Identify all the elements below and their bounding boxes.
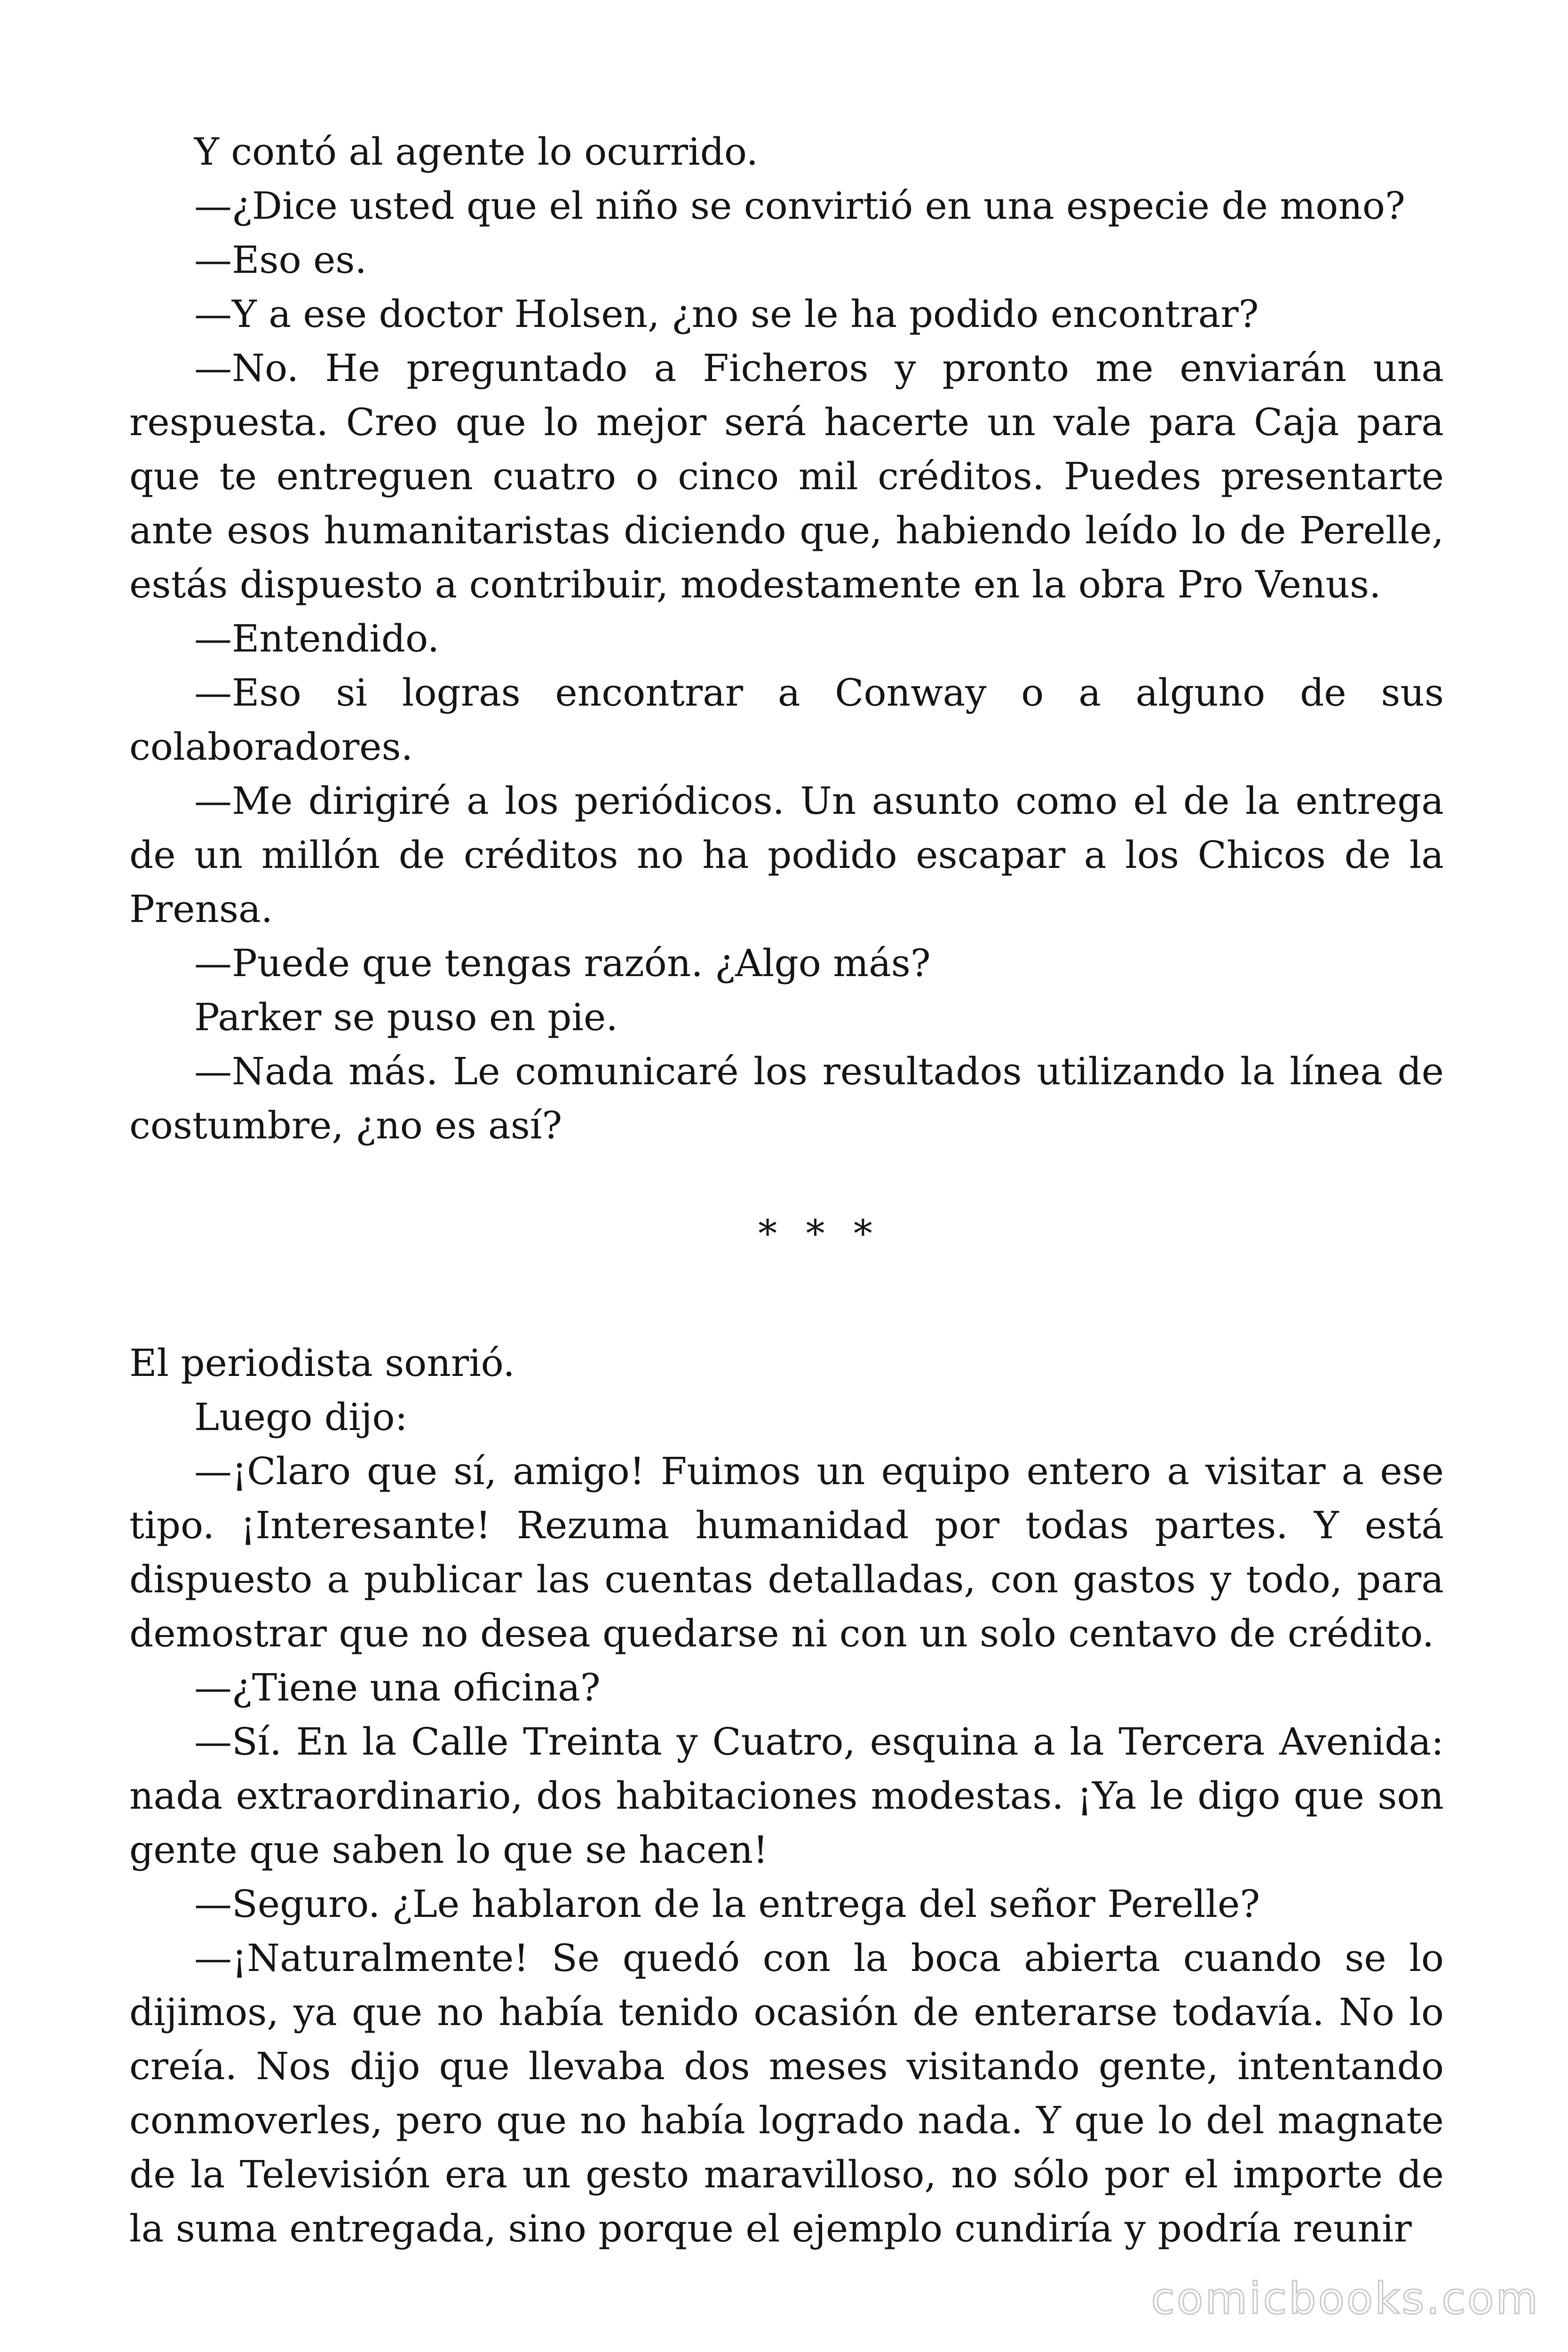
paragraph: Luego dijo: <box>194 1395 408 1439</box>
paragraph: —Sí. En la Calle Treinta y Cuatro, esquina a la Tercera Avenida: nada extraordinario, dos habitaciones modestas. ¡Ya le digo que son gente que saben lo que se hacen! <box>129 1720 1444 1872</box>
paragraph: —Seguro. ¿Le hablaron de la entrega del señor Perelle? <box>194 1882 1260 1926</box>
watermark: comicbooks.com <box>1151 2273 1540 2324</box>
book-page <box>129 125 1444 2256</box>
text-section-2 <box>129 1336 1444 2256</box>
paragraph: —Entendido. <box>194 617 440 660</box>
paragraph: —Y a ese doctor Holsen, ¿no se le ha podido encontrar? <box>194 292 1259 336</box>
paragraph: Parker se puso en pie. <box>194 995 618 1039</box>
paragraph: —¡Naturalmente! Se quedó con la boca abierta cuando se lo dijimos, ya que no había tenido ocasión de enterarse todavía. No lo creía. Nos dijo que llevaba dos meses visitando gente, intentando conmoverles, pero que no había logrado nada. Y que lo del magnate de la Televisión era un gesto maravilloso, no sólo por el importe de la suma entregada, sino porque el ejemplo cundiría y podría reunir <box>129 1936 1444 2250</box>
paragraph: —Puede que tengas razón. ¿Algo más? <box>194 941 931 985</box>
paragraph: —Eso es. <box>194 238 367 282</box>
paragraph: —¿Tiene una oficina? <box>194 1666 601 1709</box>
paragraph: —No. He preguntado a Ficheros y pronto me enviarán una respuesta. Creo que lo mejor será hacerte un vale para Caja para que te entreguen cuatro o cinco mil créditos. Puedes presentarte ante esos humanitaristas diciendo que, habiendo leído lo de Perelle, estás dispuesto a contribuir, modestamente en la obra Pro Venus. <box>129 346 1444 606</box>
paragraph: Y contó al agente lo ocurrido. <box>194 130 759 174</box>
text-section-1 <box>129 125 1444 1152</box>
paragraph: El periodista sonrió. <box>129 1341 515 1385</box>
paragraph: —Me dirigiré a los periódicos. Un asunto como el de la entrega de un millón de créditos no ha podido escapar a los Chicos de la Prensa. <box>129 779 1444 931</box>
paragraph: —Eso si logras encontrar a Conway o a alguno de sus colaboradores. <box>129 671 1444 769</box>
paragraph: —¡Claro que sí, amigo! Fuimos un equipo entero a visitar a ese tipo. ¡Interesante! Rezuma humanidad por todas partes. Y está dispuesto a publicar las cuentas detalladas, con gastos y todo, para demostrar que no desea quedarse ni con un solo centavo de crédito. <box>129 1449 1444 1655</box>
paragraph: —¿Dice usted que el niño se convirtió en una especie de mono? <box>194 184 1405 228</box>
paragraph: —Nada más. Le comunicaré los resultados utilizando la línea de costumbre, ¿no es así? <box>129 1049 1444 1147</box>
scene-separator: * * * <box>758 1212 881 1255</box>
